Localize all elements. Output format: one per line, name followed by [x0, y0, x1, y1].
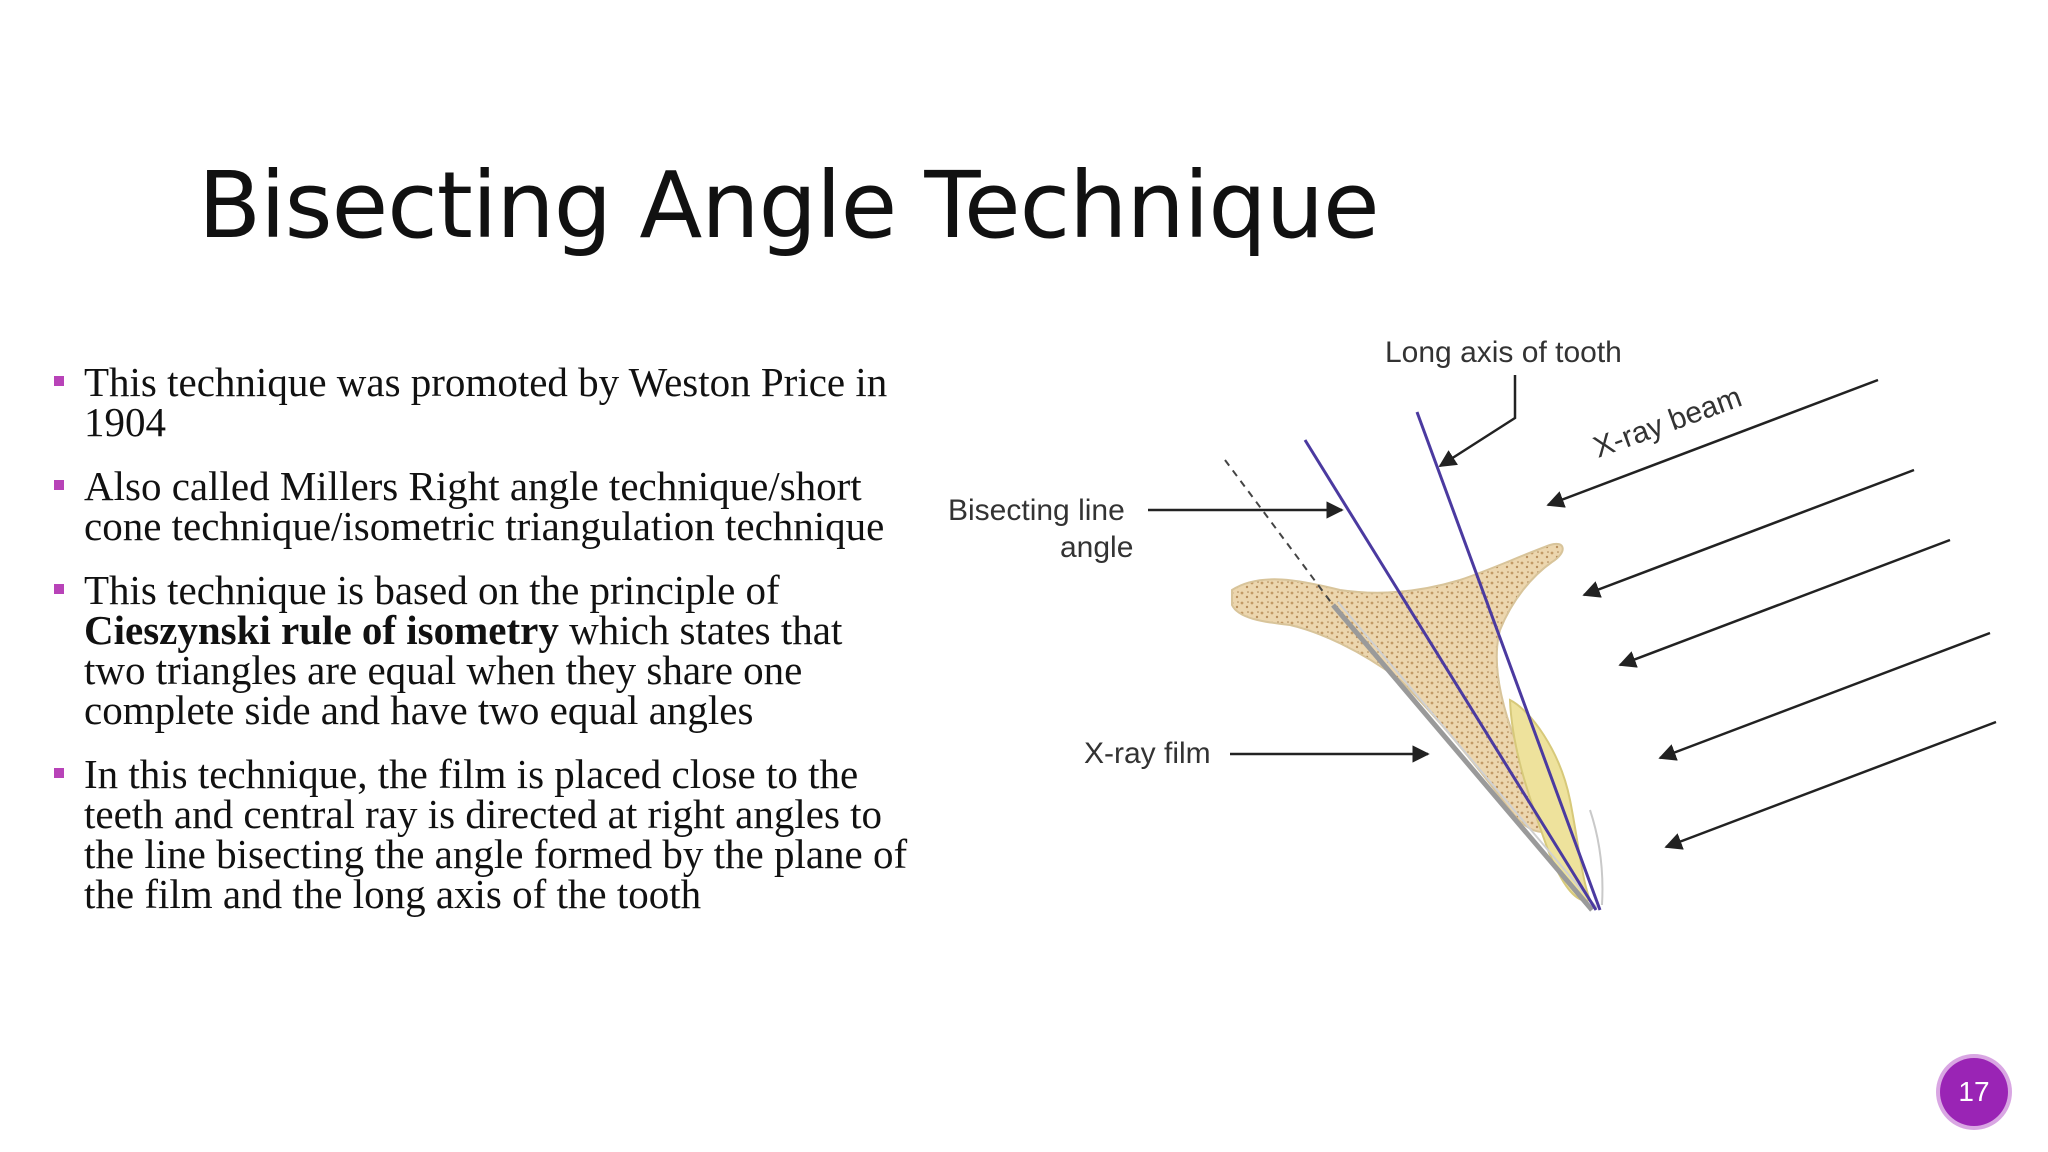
bullet-square-icon — [54, 768, 64, 778]
xray-beam-arrow — [1620, 540, 1950, 665]
bullet-text-prefix: This technique is based on the principle of — [84, 567, 780, 613]
bullet-item — [54, 359, 914, 445]
label-xray-film: X-ray film — [1084, 737, 1211, 770]
bisecting-line — [1305, 440, 1596, 910]
label-long-axis: Long axis of tooth — [1385, 336, 1622, 369]
long-axis-leader — [1440, 375, 1515, 466]
bullet-text-bold: Cieszynski rule of isometry — [84, 607, 559, 653]
bullet-square-icon — [54, 480, 64, 490]
bullet-list — [54, 359, 914, 938]
bullet-square-icon — [54, 376, 64, 386]
xray-beam-arrow — [1666, 722, 1996, 847]
bisecting-angle-diagram — [940, 320, 2020, 940]
bullet-item — [54, 751, 914, 917]
bullet-text: This technique was promoted by Weston Price in 1904 — [84, 359, 888, 445]
bullet-item — [54, 567, 914, 733]
bullet-text-suffix: which states that two triangles are equal when they share one complete side and have two equal angles — [84, 607, 843, 733]
label-xray-beam: X-ray beam — [1589, 380, 1747, 465]
bullet-text — [84, 567, 842, 733]
bullet-square-icon — [54, 584, 64, 594]
diagram-svg — [940, 320, 2020, 940]
xray-beam-arrow — [1584, 470, 1914, 595]
xray-beam-arrow — [1660, 633, 1990, 758]
bullet-item — [54, 463, 914, 549]
slide-title: Bisecting Angle Technique — [198, 152, 1379, 259]
bullet-text: Also called Millers Right angle technique/short cone technique/isometric triangulation technique — [84, 463, 885, 549]
page-number-badge: 17 — [1940, 1058, 2008, 1126]
bullet-text: In this technique, the film is placed close to the teeth and central ray is directed at right angles to the line bisecting the angle formed by the plane of the film and the long axis of the tooth — [84, 751, 908, 917]
label-bisecting-angle: angle — [1060, 531, 1134, 564]
label-bisecting-line: Bisecting line — [948, 494, 1125, 527]
